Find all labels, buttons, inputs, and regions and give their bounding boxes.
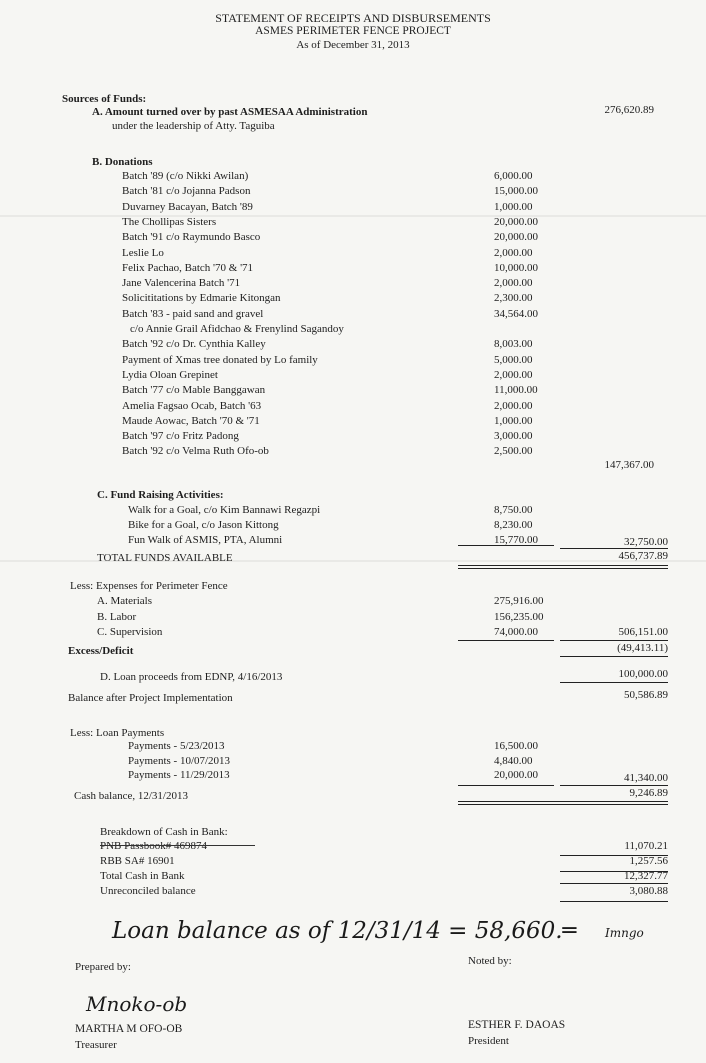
preparer-title: Treasurer [75, 1039, 117, 1051]
line-item-amount: 11,070.21 [624, 840, 668, 852]
double-underline [458, 804, 668, 805]
handwritten-loan-note: Loan balance as of 12/31/14 = 58,660.═ [112, 918, 577, 944]
expenses-heading: Less: Expenses for Perimeter Fence [70, 580, 228, 592]
line-item-label: Batch '83 - paid sand and gravel [122, 307, 264, 320]
line-item-amount: 74,000.00 [494, 626, 538, 638]
line-item-amount: 8,003.00 [494, 338, 533, 351]
underline [458, 545, 554, 546]
line-item-amount: 10,000.00 [494, 261, 538, 274]
underline [560, 785, 668, 786]
line-item-amount: 6,000.00 [494, 170, 533, 182]
line-item-label: Total Cash in Bank [100, 870, 185, 882]
line-item-amount: 2,500.00 [494, 445, 533, 458]
excess-label: Excess/Deficit [68, 645, 134, 657]
preparer-signature: Mnoko-ob [86, 992, 188, 1016]
source-a-line2: under the leadership of Atty. Taguiba [112, 120, 275, 132]
balance-amount: 50,586.89 [624, 689, 668, 701]
strike-line [100, 845, 255, 846]
line-item-label: Walk for a Goal, c/o Kim Bannawi Regazpi [128, 504, 321, 516]
line-item-label: Leslie Lo [122, 246, 164, 259]
noted-by-label: Noted by: [468, 955, 512, 967]
sources-heading: Sources of Funds: [62, 93, 147, 105]
line-item-label: Felix Pachao, Batch '70 & '71 [122, 261, 254, 274]
line-item-amount: 34,564.00 [494, 307, 538, 320]
noter-name: ESTHER F. DAOAS [468, 1019, 566, 1031]
document-title: STATEMENT OF RECEIPTS AND DISBURSEMENTS [215, 11, 491, 25]
total-funds-amount: 456,737.89 [618, 550, 668, 562]
line-item-label: Jane Valencerina Batch '71 [122, 277, 241, 290]
line-item-amount: 8,750.00 [494, 504, 533, 516]
expenses-total: 506,151.00 [618, 626, 668, 638]
line-item-label: Payment of Xmas tree donated by Lo family [122, 353, 318, 366]
donations-heading: B. Donations [92, 156, 153, 168]
line-item-label: Lydia Oloan Grepinet [122, 368, 218, 381]
loans-total: 41,340.00 [624, 772, 668, 784]
line-item-label: c/o Annie Grail Afidchao & Frenylind Sagandoy [130, 323, 344, 335]
line-item-amount: 11,000.00 [494, 384, 538, 397]
line-item-amount: 275,916.00 [494, 595, 544, 607]
source-a-line1: A. Amount turned over by past ASMESAA Administration [92, 106, 368, 118]
line-item-amount: 2,000.00 [494, 368, 533, 381]
handwritten-scribble: Imngo [605, 926, 644, 940]
double-underline [458, 565, 668, 566]
underline [560, 901, 668, 902]
line-item-label: Batch '92 c/o Velma Ruth Ofo-ob [122, 445, 269, 458]
line-item-label: Payments - 10/07/2013 [128, 754, 231, 767]
double-underline [458, 568, 668, 569]
line-item-label: B. Labor [97, 610, 137, 623]
prepared-by-label: Prepared by: [75, 961, 131, 973]
underline [560, 871, 668, 872]
cash-balance-label: Cash balance, 12/31/2013 [74, 790, 188, 802]
line-item-amount: 12,327.77 [624, 870, 668, 882]
line-item-amount: 1,000.00 [494, 414, 533, 427]
line-item-amount: 1,257.56 [629, 855, 668, 867]
line-item-amount: 15,000.00 [494, 185, 538, 198]
line-item-label: Duvarney Bacayan, Batch '89 [122, 200, 253, 213]
line-item-amount: 3,000.00 [494, 430, 533, 443]
underline [560, 682, 668, 683]
line-item-label: Batch '77 c/o Mable Banggawan [122, 384, 266, 397]
loan-proceeds-amount: 100,000.00 [618, 668, 668, 680]
line-item-label: The Chollipas Sisters [122, 215, 217, 228]
underline [560, 640, 668, 641]
line-item-amount: 16,500.00 [494, 740, 538, 752]
document-date: As of December 31, 2013 [296, 39, 410, 51]
fundraising-heading: C. Fund Raising Activities: [97, 489, 224, 501]
line-item-label: Amelia Fagsao Ocab, Batch '63 [122, 399, 262, 412]
line-item-label: Unreconciled balance [100, 885, 196, 897]
underline [458, 785, 554, 786]
line-item-amount: 5,000.00 [494, 353, 533, 366]
excess-amount: (49,413.11) [617, 642, 668, 654]
line-item-label: Maude Aowac, Batch '70 & '71 [122, 414, 260, 427]
line-item-label: C. Supervision [97, 626, 163, 638]
line-item-label: RBB SA# 16901 [100, 855, 175, 867]
line-item-label: Batch '92 c/o Dr. Cynthia Kalley [122, 338, 266, 351]
line-item-label: Batch '91 c/o Raymundo Basco [122, 231, 261, 244]
line-item-label: Batch '97 c/o Fritz Padong [122, 430, 239, 443]
line-item-amount: 2,000.00 [494, 246, 533, 259]
loans-heading: Less: Loan Payments [70, 727, 165, 739]
total-funds-label: TOTAL FUNDS AVAILABLE [97, 552, 233, 564]
line-item-amount: 4,840.00 [494, 754, 533, 767]
line-item-amount: 20,000.00 [494, 769, 538, 781]
underline [458, 640, 554, 641]
line-item-amount: 20,000.00 [494, 215, 538, 228]
source-a-amount: 276,620.89 [604, 104, 654, 116]
underline [560, 656, 668, 657]
fundraising-total: 32,750.00 [624, 536, 668, 548]
preparer-name: MARTHA M OFO-OB [75, 1023, 183, 1035]
line-item-label: Bike for a Goal, c/o Jason Kittong [128, 519, 279, 531]
line-item-amount: 20,000.00 [494, 231, 538, 244]
line-item-amount: 156,235.00 [494, 610, 544, 623]
loan-proceeds-label: D. Loan proceeds from EDNP, 4/16/2013 [100, 671, 283, 683]
line-item-label: Batch '89 (c/o Nikki Awilan) [122, 170, 249, 182]
document-subtitle: ASMES PERIMETER FENCE PROJECT [255, 25, 451, 37]
line-item-amount: 3,080.88 [629, 885, 668, 897]
noter-title: President [468, 1035, 509, 1047]
bank-heading: Breakdown of Cash in Bank: [100, 826, 228, 838]
underline [560, 548, 668, 549]
line-item-amount: 2,300.00 [494, 292, 533, 305]
line-item-amount: 1,000.00 [494, 200, 533, 213]
line-item-label: PNB Passbook# 469874 [100, 840, 207, 852]
donations-total: 147,367.00 [604, 459, 654, 471]
double-underline [458, 801, 668, 802]
line-item-amount: 2,000.00 [494, 399, 533, 412]
line-item-amount: 15,770.00 [494, 534, 538, 546]
line-item-label: Payments - 11/29/2013 [128, 769, 230, 781]
line-item-label: Batch '81 c/o Jojanna Padson [122, 185, 251, 198]
line-item-amount: 2,000.00 [494, 277, 533, 290]
line-item-label: Fun Walk of ASMIS, PTA, Alumni [128, 534, 283, 546]
line-item-label: Solicititations by Edmarie Kitongan [122, 292, 281, 305]
line-item-label: Payments - 5/23/2013 [128, 740, 225, 752]
underline [560, 883, 668, 884]
balance-label: Balance after Project Implementation [68, 692, 233, 704]
underline [560, 855, 668, 856]
paper-fold [0, 215, 706, 217]
cash-balance-amount: 9,246.89 [629, 787, 668, 799]
line-item-label: A. Materials [97, 595, 152, 607]
line-item-amount: 8,230.00 [494, 519, 533, 531]
